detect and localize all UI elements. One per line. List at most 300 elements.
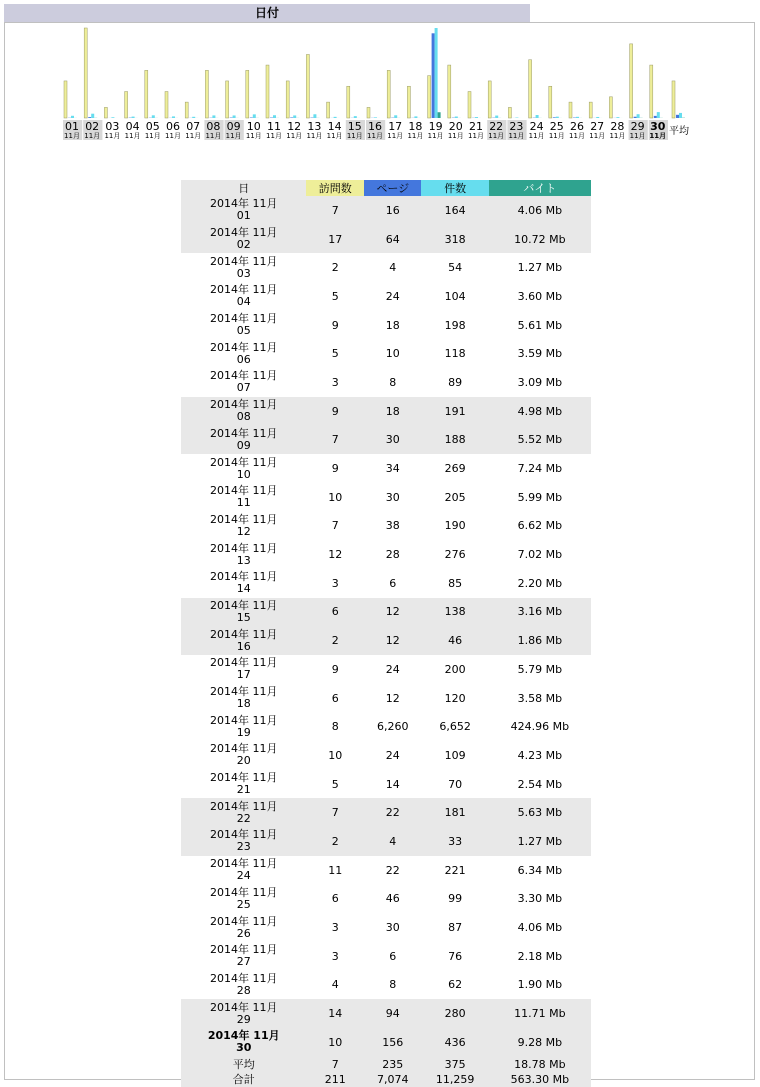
- table-row: [181, 999, 591, 1028]
- table-row: [181, 827, 591, 856]
- bytes-cell: 424.96 Mb: [510, 720, 570, 734]
- visits-cell: 9: [331, 662, 339, 676]
- table-row: [181, 368, 591, 397]
- pages-cell: 12: [364, 626, 421, 655]
- average-label: 平均: [669, 126, 689, 137]
- total-visits: 211: [306, 1072, 364, 1087]
- date-month: 2014年 11月: [209, 369, 278, 383]
- visits-bar: [165, 92, 168, 118]
- month-tick-label: 11月: [629, 132, 646, 140]
- day-tick-label: 23: [509, 120, 524, 133]
- bytes-cell: 3.30 Mb: [517, 892, 563, 906]
- chart-title: 日付: [254, 6, 279, 20]
- bytes-cell: 10.72 Mb: [489, 225, 591, 254]
- day-tick-label: 02: [85, 120, 100, 133]
- month-tick-label: 11月: [488, 132, 505, 140]
- date-day: 08: [236, 410, 251, 424]
- date-month: 2014年 11月: [209, 656, 278, 670]
- month-tick-label: 11月: [508, 132, 525, 140]
- visits-bar: [508, 107, 511, 118]
- month-tick-label: 11月: [225, 132, 242, 140]
- table-row: [181, 512, 591, 541]
- files-bar: [536, 115, 539, 118]
- date-cell: [181, 512, 306, 541]
- date-day: 02: [236, 238, 251, 252]
- table-row: [181, 885, 591, 914]
- month-tick-label: 11月: [528, 132, 545, 140]
- files-cell: 85: [448, 576, 463, 590]
- day-tick-label: 10: [246, 120, 261, 133]
- date-day: 12: [236, 524, 251, 538]
- date-month: 2014年 11月: [209, 627, 278, 641]
- pages-bar: [88, 117, 91, 118]
- visits-bar: [407, 86, 410, 118]
- table-row: [181, 942, 591, 971]
- pages-cell: 6: [389, 949, 397, 963]
- pages-cell: 30: [385, 921, 400, 935]
- pages-cell: 8: [389, 978, 397, 992]
- total-bytes: 563.30 Mb: [489, 1072, 591, 1087]
- date-cell: [181, 655, 306, 684]
- date-cell: [181, 770, 306, 799]
- visits-bar: [650, 65, 653, 118]
- date-cell: [181, 913, 306, 942]
- date-cell: [181, 368, 306, 397]
- pages-cell: 14: [385, 777, 400, 791]
- date-day: 21: [236, 783, 251, 797]
- bytes-cell: 7.02 Mb: [517, 548, 563, 562]
- files-bar: [111, 117, 114, 118]
- files-cell: 70: [448, 777, 463, 791]
- files-bar: [293, 115, 296, 118]
- day-tick-label: 03: [105, 120, 120, 133]
- date-day: 10: [236, 467, 251, 481]
- visits-cell: 12: [328, 548, 343, 562]
- date-day: 13: [236, 553, 251, 567]
- pages-bar: [432, 33, 435, 118]
- date-cell: [181, 397, 306, 426]
- pages-bar: [290, 117, 293, 118]
- pages-cell: 156: [364, 1028, 421, 1057]
- header-visits: 訪問数: [306, 180, 364, 196]
- date-cell: [181, 569, 306, 598]
- visits-bar: [589, 102, 592, 118]
- date-month: 2014年 11月: [209, 312, 278, 326]
- daily-bar-chart: [5, 23, 754, 153]
- visits-bar: [125, 92, 128, 118]
- day-tick-label: 01: [65, 120, 79, 133]
- average-visits: 7: [306, 1057, 364, 1072]
- pages-cell: 24: [385, 748, 400, 762]
- files-bar: [253, 114, 256, 118]
- files-bar: [71, 116, 74, 118]
- day-tick-label: 22: [489, 120, 504, 133]
- files-cell: 280: [421, 999, 488, 1028]
- table-row: [181, 770, 591, 799]
- header-bytes: バイト: [489, 180, 591, 196]
- files-bar: [637, 114, 640, 118]
- month-tick-label: 11月: [144, 132, 161, 140]
- visits-cell: 7: [306, 798, 364, 827]
- visits-cell: 3: [331, 921, 339, 935]
- date-month: 2014年 11月: [209, 685, 278, 699]
- files-bar: [576, 117, 579, 118]
- date-month: 2014年 11月: [209, 226, 278, 240]
- month-tick-label: 11月: [205, 132, 222, 140]
- visits-cell: 2: [306, 626, 364, 655]
- visits-cell: 9: [331, 318, 339, 332]
- month-tick-label: 11月: [346, 132, 363, 140]
- visits-cell: 5: [331, 777, 339, 791]
- bytes-cell: 5.79 Mb: [517, 662, 563, 676]
- month-tick-label: 11月: [589, 132, 606, 140]
- files-bar: [132, 117, 135, 118]
- day-tick-label: 12: [287, 120, 302, 133]
- table-row: [181, 913, 591, 942]
- date-day: 27: [236, 955, 251, 969]
- visits-bar: [630, 44, 633, 118]
- month-tick-label: 11月: [468, 132, 484, 140]
- pages-cell: 38: [385, 519, 400, 533]
- day-tick-label: 13: [307, 120, 322, 133]
- pages-cell: 12: [364, 598, 421, 627]
- files-bar: [435, 28, 438, 118]
- files-bar: [313, 114, 316, 118]
- day-tick-label: 05: [145, 120, 160, 133]
- table-row: [181, 1028, 591, 1057]
- files-bar: [334, 117, 337, 118]
- date-cell: [181, 253, 306, 282]
- visits-cell: 6: [331, 892, 339, 906]
- visits-bar: [266, 65, 269, 118]
- date-month: 2014年 11月: [209, 570, 278, 584]
- bytes-cell: 7.24 Mb: [517, 462, 563, 476]
- date-day: 11: [236, 496, 251, 510]
- date-day: 28: [236, 983, 251, 997]
- files-cell: 200: [444, 662, 466, 676]
- files-bar: [556, 117, 559, 118]
- files-cell: 276: [444, 548, 466, 562]
- date-day: 23: [236, 840, 251, 854]
- date-cell: [181, 454, 306, 483]
- visits-cell: 2: [331, 261, 339, 275]
- month-tick-label: 11月: [387, 132, 404, 140]
- files-cell: 191: [421, 397, 488, 426]
- visits-bar: [609, 97, 612, 118]
- date-month: 2014年 11月: [209, 1000, 278, 1014]
- table-row: [181, 598, 591, 627]
- visits-cell: 6: [306, 598, 364, 627]
- pages-cell: 22: [364, 798, 421, 827]
- files-cell: 33: [421, 827, 488, 856]
- date-cell: [181, 798, 306, 827]
- date-cell: [181, 971, 306, 1000]
- total-files: 11,259: [421, 1072, 488, 1087]
- bytes-cell: 2.18 Mb: [517, 949, 563, 963]
- table-row: [181, 971, 591, 1000]
- table-row: [181, 454, 591, 483]
- day-tick-label: 09: [226, 120, 241, 133]
- table-row: [181, 253, 591, 282]
- files-cell: 221: [444, 863, 466, 877]
- table-row: [181, 426, 591, 455]
- visits-cell: 4: [331, 978, 339, 992]
- table-row: [181, 225, 591, 254]
- average-row: [181, 1057, 591, 1072]
- date-month: 2014年 11月: [209, 254, 278, 268]
- date-cell: [181, 540, 306, 569]
- date-day: 30: [236, 1041, 252, 1055]
- visits-cell: 9: [331, 462, 339, 476]
- month-tick-label: 11月: [447, 132, 464, 140]
- pages-cell: 12: [385, 691, 400, 705]
- table-header-row: [181, 180, 591, 196]
- date-day: 03: [236, 266, 251, 280]
- day-tick-label: 15: [347, 120, 362, 133]
- date-cell: [181, 483, 306, 512]
- bytes-cell: 4.06 Mb: [489, 196, 591, 225]
- files-cell: 436: [421, 1028, 488, 1057]
- pages-cell: 64: [364, 225, 421, 254]
- bytes-cell: 5.61 Mb: [517, 318, 563, 332]
- visits-cell: 3: [331, 576, 339, 590]
- day-tick-label: 26: [570, 120, 584, 133]
- month-tick-label: 11月: [286, 132, 303, 140]
- bytes-cell: 2.54 Mb: [517, 777, 563, 791]
- table-row: [181, 684, 591, 713]
- bytes-cell: 5.63 Mb: [489, 798, 591, 827]
- header-files: 件数: [421, 180, 488, 196]
- date-cell: [181, 598, 306, 627]
- pages-bar: [654, 116, 657, 118]
- average-files-bar: [679, 113, 682, 118]
- visits-cell: 2: [306, 827, 364, 856]
- visits-cell: 8: [331, 720, 339, 734]
- table-row: [181, 282, 591, 311]
- pages-cell: 16: [364, 196, 421, 225]
- table-row: [181, 655, 591, 684]
- files-cell: 188: [421, 426, 488, 455]
- files-bar: [616, 117, 619, 118]
- table-row: [181, 569, 591, 598]
- date-month: 2014年 11月: [209, 197, 278, 211]
- table-row: [181, 798, 591, 827]
- header-day: 日: [181, 180, 306, 196]
- day-tick-label: 04: [125, 120, 140, 133]
- pages-bar: [634, 117, 637, 118]
- visits-cell: 5: [331, 289, 339, 303]
- files-cell: 190: [444, 519, 466, 533]
- files-cell: 99: [448, 892, 463, 906]
- bytes-cell: 4.06 Mb: [517, 921, 563, 935]
- date-day: 07: [236, 381, 251, 395]
- visits-cell: 5: [331, 347, 339, 361]
- visits-cell: 7: [331, 519, 339, 533]
- total-pages: 7,074: [364, 1072, 421, 1087]
- files-bar: [414, 116, 417, 118]
- files-bar: [233, 115, 236, 118]
- bytes-cell: 4.98 Mb: [489, 397, 591, 426]
- bytes-cell: 1.27 Mb: [489, 827, 591, 856]
- month-tick-label: 11月: [185, 132, 202, 140]
- date-cell: [181, 311, 306, 340]
- date-day: 20: [236, 754, 251, 768]
- date-month: 2014年 11月: [209, 512, 278, 526]
- pages-cell: 94: [364, 999, 421, 1028]
- pages-cell: 10: [385, 347, 400, 361]
- pages-cell: 4: [389, 261, 397, 275]
- average-pages-bar: [676, 115, 679, 118]
- date-cell: [181, 885, 306, 914]
- header-pages: ページ: [364, 180, 421, 196]
- bytes-cell: 1.90 Mb: [517, 978, 563, 992]
- visits-bar: [529, 60, 532, 118]
- bytes-bar: [438, 112, 441, 118]
- visits-cell: 3: [331, 375, 339, 389]
- pages-cell: 28: [385, 548, 400, 562]
- month-tick-label: 11月: [266, 132, 282, 140]
- visits-bar: [488, 81, 491, 118]
- table-row: [181, 483, 591, 512]
- month-tick-label: 11月: [326, 132, 343, 140]
- pages-cell: 30: [364, 426, 421, 455]
- files-bar: [152, 115, 155, 118]
- visits-cell: 14: [306, 999, 364, 1028]
- date-cell: [181, 282, 306, 311]
- month-tick-label: 11月: [64, 132, 80, 140]
- files-cell: 164: [421, 196, 488, 225]
- table-row: [181, 626, 591, 655]
- files-cell: 318: [421, 225, 488, 254]
- date-cell: [181, 1028, 306, 1057]
- date-month: 2014年 11月: [209, 340, 278, 354]
- bytes-cell: 3.59 Mb: [517, 347, 563, 361]
- visits-bar: [104, 107, 107, 118]
- month-tick-label: 11月: [245, 132, 262, 140]
- date-month: 2014年 11月: [209, 283, 278, 297]
- pages-cell: 46: [385, 892, 400, 906]
- files-cell: 46: [421, 626, 488, 655]
- month-tick-label: 11月: [104, 132, 121, 140]
- date-month: 2014年 11月: [209, 885, 278, 899]
- chart-title-bar: [4, 4, 530, 22]
- day-tick-label: 25: [549, 120, 564, 133]
- pages-cell: 6: [389, 576, 397, 590]
- files-cell: 54: [448, 261, 463, 275]
- files-bar: [495, 116, 498, 118]
- date-day: 05: [236, 324, 251, 338]
- visits-bar: [246, 70, 249, 118]
- date-day: 01: [236, 209, 251, 223]
- files-cell: 104: [444, 289, 466, 303]
- average-pages: 235: [364, 1057, 421, 1072]
- date-month: 2014年 11月: [209, 771, 278, 785]
- files-cell: 89: [448, 375, 463, 389]
- bytes-cell: 3.16 Mb: [489, 598, 591, 627]
- date-day: 26: [236, 926, 251, 940]
- files-cell: 120: [444, 691, 466, 705]
- date-day: 25: [236, 897, 251, 911]
- files-bar: [455, 117, 458, 118]
- visits-cell: 3: [331, 949, 339, 963]
- table-row: [181, 741, 591, 770]
- pages-cell: 6,260: [377, 720, 409, 734]
- average-label: 平均: [181, 1057, 306, 1072]
- month-tick-label: 11月: [427, 132, 444, 140]
- bytes-cell: 1.86 Mb: [489, 626, 591, 655]
- date-month: 2014年 11月: [209, 398, 278, 412]
- date-cell: [181, 225, 306, 254]
- files-cell: 87: [448, 921, 463, 935]
- day-tick-label: 11: [267, 120, 281, 133]
- day-tick-label: 17: [388, 120, 403, 133]
- visits-cell: 7: [306, 196, 364, 225]
- bytes-cell: 6.34 Mb: [517, 863, 563, 877]
- day-tick-label: 18: [408, 120, 423, 133]
- month-tick-label: 11月: [649, 132, 667, 140]
- table-row: [181, 397, 591, 426]
- date-cell: [181, 339, 306, 368]
- date-cell: [181, 827, 306, 856]
- day-tick-label: 06: [166, 120, 180, 133]
- date-day: 06: [236, 352, 251, 366]
- table-body: [181, 196, 591, 1087]
- table-row: [181, 196, 591, 225]
- visits-cell: 10: [328, 490, 343, 504]
- visits-cell: 6: [331, 691, 339, 705]
- date-day: 17: [236, 668, 251, 682]
- date-month: 2014年 11月: [209, 742, 278, 756]
- date-cell: [181, 999, 306, 1028]
- table-row: [181, 540, 591, 569]
- date-month: 2014年 11月: [207, 1029, 280, 1043]
- files-cell: 138: [421, 598, 488, 627]
- month-tick-label: 11月: [124, 132, 141, 140]
- date-month: 2014年 11月: [209, 541, 278, 555]
- date-day: 29: [236, 1012, 251, 1026]
- files-cell: 198: [444, 318, 466, 332]
- bytes-cell: 3.60 Mb: [517, 289, 563, 303]
- average-visits-bar: [672, 81, 675, 118]
- total-label: 合計: [181, 1072, 306, 1087]
- bytes-cell: 5.52 Mb: [489, 426, 591, 455]
- table-row: [181, 339, 591, 368]
- pages-cell: 34: [385, 462, 400, 476]
- day-tick-label: 27: [590, 120, 605, 133]
- date-month: 2014年 11月: [209, 828, 278, 842]
- files-bar: [596, 117, 599, 118]
- date-cell: [181, 942, 306, 971]
- date-month: 2014年 11月: [209, 799, 278, 813]
- day-tick-label: 29: [630, 120, 645, 133]
- pages-bar: [553, 117, 556, 118]
- day-tick-label: 30: [650, 120, 666, 133]
- date-cell: [181, 626, 306, 655]
- pages-cell: 4: [364, 827, 421, 856]
- pages-cell: 18: [364, 397, 421, 426]
- files-bar: [172, 116, 175, 118]
- date-day: 04: [236, 295, 251, 309]
- average-bytes: 18.78 Mb: [489, 1057, 591, 1072]
- bytes-cell: 4.23 Mb: [517, 748, 563, 762]
- daily-stats-panel: [4, 22, 755, 1086]
- files-bar: [273, 115, 276, 118]
- date-day: 22: [236, 811, 251, 825]
- visits-bar: [226, 81, 229, 118]
- files-cell: 6,652: [439, 720, 471, 734]
- month-tick-label: 11月: [407, 132, 424, 140]
- day-tick-label: 20: [448, 120, 463, 133]
